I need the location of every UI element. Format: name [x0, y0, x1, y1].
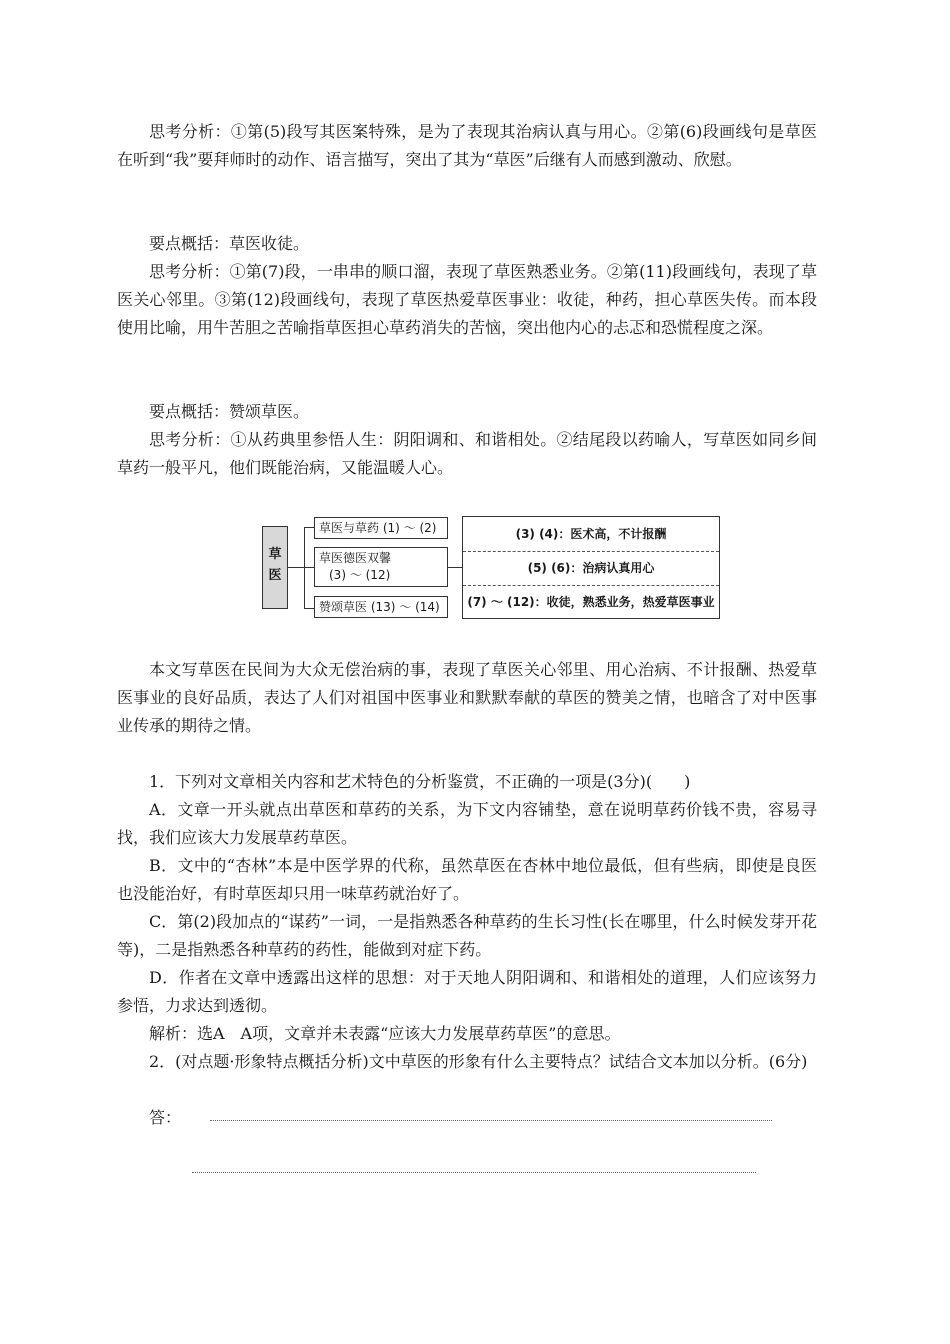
dashed-divider: [463, 551, 719, 552]
diagram-root-char-1: 草: [268, 547, 282, 562]
answer-label: 答：: [149, 1108, 182, 1127]
detail-row-3: (7) ～ (12)：收徒，熟悉业务，热爱草医事业: [467, 595, 715, 609]
question-2: 2．(对点题·形象特点概括分析)文中草医的形象有什么主要特点？试结合文本加以分析。(6分): [149, 1052, 808, 1071]
diagram-branch-1: [314, 517, 448, 539]
analysis-paragraph-1: 思考分析：①第(5)段写其医案特殊，是为了表现其治病认真与用心。②第(6)段画线句是草医在听到“我”要拜师时的动作、语言描写，突出了其为“草医”后继有人而感到激动、欣慰。: [117, 122, 817, 169]
dashed-divider: [463, 585, 719, 586]
connector-line: [304, 567, 314, 568]
branch-3-label: 赞颂草医 (13) ～ (14): [319, 600, 440, 614]
analysis-paragraph-3: 思考分析：①从药典里参悟人生：阴阳调和、和谐相处。②结尾段以药喻人，写草医如同乡间草药一般平凡，他们既能治病，又能温暖人心。: [117, 430, 817, 477]
detail-row-2: (5) (6)：治病认真用心: [527, 561, 655, 575]
diagram-branch-3: [314, 596, 448, 618]
branch-2-label: 草医德医双馨: [319, 551, 392, 565]
connector-line: [304, 608, 314, 609]
detail-row-1: (3) (4)：医术高，不计报酬: [515, 527, 667, 541]
question-1-answer: 解析：选A A项，文章并未表露“应该大力发展草药草医”的意思。: [149, 1024, 621, 1043]
diagram-root-box: [262, 526, 288, 609]
question-1-option-d: D．作者在文章中透露出这样的思想：对于天地人阴阳调和、和谐相处的道理，人们应该努力参悟，力求达到透彻。: [117, 968, 817, 1015]
connector-line: [288, 567, 304, 568]
answer-line-2[interactable]: [192, 1172, 756, 1173]
analysis-paragraph-2: 思考分析：①第(7)段，一串串的顺口溜，表现了草医熟悉业务。②第(11)段画线句，表现了草医关心邻里。③第(12)段画线句，表现了草医热爱草医事业：收徒，种药，担心草医失传。而本段使用比喻，用牛苦胆之苦喻指草医担心草药消失的苦恼，突出他内心的忐忑和恐慌程度之深。: [117, 262, 817, 337]
connector-line: [448, 567, 462, 568]
question-1: 1．下列对文章相关内容和艺术特色的分析鉴赏，不正确的一项是(3分)( ): [149, 772, 691, 791]
question-1-option-c: C．第(2)段加点的“谋药”一词，一是指熟悉各种草药的生长习性(长在哪里，什么时候发芽开花等)，二是指熟悉各种草药的药性，能做到对症下药。: [117, 912, 817, 959]
key-point-summary-2: 要点概括：草医收徒。: [149, 234, 310, 253]
connector-line: [304, 527, 314, 528]
answer-line-1[interactable]: [210, 1120, 772, 1121]
diagram-root-char-2: 医: [268, 568, 282, 583]
diagram-detail-box: [462, 516, 720, 619]
question-1-option-b: B．文中的“杏林”本是中医学界的代称，虽然草医在杏林中地位最低，但有些病，即使是良医也没能治好，有时草医却只用一味草药就治好了。: [117, 856, 817, 903]
summary-paragraph: 本文写草医在民间为大众无偿治病的事，表现了草医关心邻里、用心治病、不计报酬、热爱草医事业的良好品质，表达了人们对祖国中医事业和默默奉献的草医的赞美之情，也暗含了对中医事业传承的期待之情。: [117, 660, 817, 735]
branch-2-range: (3) ～ (12): [329, 568, 391, 582]
branch-1-label: 草医与草药 (1) ～ (2): [319, 521, 437, 535]
question-1-option-a: A．文章一开头就点出草医和草药的关系，为下文内容铺垫，意在说明草药价钱不贵，容易寻找，我们应该大力发展草药草医。: [117, 800, 817, 847]
structure-diagram: [262, 516, 720, 619]
diagram-branch-2: [314, 547, 448, 587]
key-point-summary-3: 要点概括：赞颂草医。: [149, 402, 310, 421]
